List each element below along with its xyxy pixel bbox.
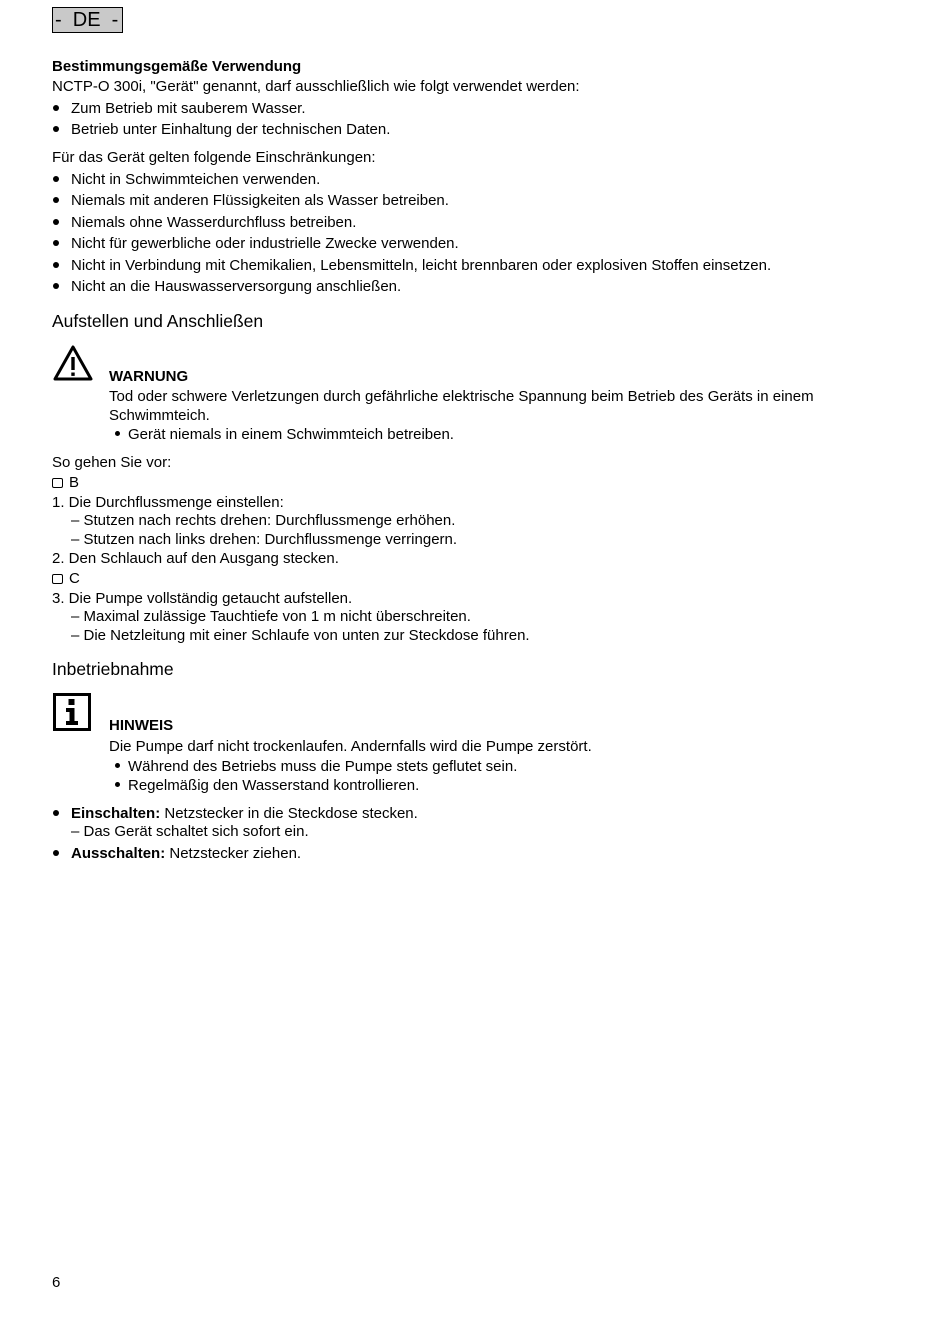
info-icon bbox=[53, 693, 91, 731]
bullet bbox=[53, 176, 59, 182]
step-3-sub: – Maximal zulässige Tauchtiefe von 1 m nicht überschreiten. bbox=[71, 608, 471, 625]
figure-ref-icon bbox=[52, 478, 63, 488]
bullet bbox=[53, 105, 59, 111]
note-bullet: Während des Betriebs muss die Pumpe stets geflutet sein. bbox=[128, 758, 518, 775]
warning-text: Schwimmteich. bbox=[109, 407, 210, 424]
bullet bbox=[53, 197, 59, 203]
step-3: 3. Die Pumpe vollständig getaucht aufstellen. bbox=[52, 590, 353, 607]
bullet bbox=[115, 782, 120, 787]
howto-intro: So gehen Sie vor: bbox=[52, 454, 172, 471]
intended-use-title: Bestimmungsgemäße Verwendung bbox=[52, 58, 302, 75]
bullet bbox=[53, 262, 59, 268]
note-label: HINWEIS bbox=[109, 717, 174, 734]
figure-ref-c: C bbox=[52, 569, 80, 588]
bullet bbox=[53, 810, 59, 816]
step-3-sub: – Die Netzleitung mit einer Schlaufe von unten zur Steckdose führen. bbox=[71, 627, 530, 644]
commissioning-heading: Inbetriebnahme bbox=[52, 659, 174, 679]
list-item: Nicht in Schwimmteichen verwenden. bbox=[71, 171, 321, 188]
page-number: 6 bbox=[52, 1274, 61, 1291]
bullet bbox=[115, 763, 120, 768]
figure-ref-b: B bbox=[52, 473, 79, 492]
list-item: Nicht in Verbindung mit Chemikalien, Lebensmitteln, leicht brennbaren oder explosiven Stoffen einsetzen. bbox=[71, 257, 772, 274]
list-item: Betrieb unter Einhaltung der technischen Daten. bbox=[71, 121, 391, 138]
list-item: Nicht für gewerbliche oder industrielle Zwecke verwenden. bbox=[71, 235, 459, 252]
note-text: Die Pumpe darf nicht trockenlaufen. Andernfalls wird die Pumpe zerstört. bbox=[109, 738, 592, 755]
bullet bbox=[115, 431, 120, 436]
list-item: Niemals mit anderen Flüssigkeiten als Wasser betreiben. bbox=[71, 192, 449, 209]
warning-text: Tod oder schwere Verletzungen durch gefährliche elektrische Spannung beim Betrieb des Geräts in einem bbox=[109, 388, 814, 405]
bullet bbox=[53, 240, 59, 246]
switch-on-item: Einschalten: Netzstecker in die Steckdose stecken. bbox=[71, 805, 418, 822]
list-item: Niemals ohne Wasserdurchfluss betreiben. bbox=[71, 214, 357, 231]
restrictions-intro: Für das Gerät gelten folgende Einschränkungen: bbox=[52, 149, 376, 166]
warning-icon bbox=[52, 344, 94, 382]
note-bullet: Regelmäßig den Wasserstand kontrollieren. bbox=[128, 777, 420, 794]
step-2: 2. Den Schlauch auf den Ausgang stecken. bbox=[52, 550, 339, 567]
warning-bullet: Gerät niemals in einem Schwimmteich betreiben. bbox=[128, 426, 454, 443]
warning-label: WARNUNG bbox=[109, 368, 189, 385]
bullet bbox=[53, 283, 59, 289]
setup-heading: Aufstellen und Anschließen bbox=[52, 311, 264, 331]
list-item: Nicht an die Hauswasserversorgung anschließen. bbox=[71, 278, 402, 295]
bullet bbox=[53, 219, 59, 225]
bullet bbox=[53, 850, 59, 856]
step-1: 1. Die Durchflussmenge einstellen: bbox=[52, 494, 284, 511]
list-item: Zum Betrieb mit sauberem Wasser. bbox=[71, 100, 306, 117]
switch-on-sub: – Das Gerät schaltet sich sofort ein. bbox=[71, 823, 309, 840]
language-tag: - DE - bbox=[52, 7, 123, 33]
intended-use-intro: NCTP-O 300i, "Gerät" genannt, darf ausschließlich wie folgt verwendet werden: bbox=[52, 78, 580, 95]
step-1-sub: – Stutzen nach rechts drehen: Durchflussmenge erhöhen. bbox=[71, 512, 456, 529]
step-1-sub: – Stutzen nach links drehen: Durchflussmenge verringern. bbox=[71, 531, 458, 548]
bullet bbox=[53, 126, 59, 132]
switch-off-item: Ausschalten: Netzstecker ziehen. bbox=[71, 845, 302, 862]
figure-ref-icon bbox=[52, 574, 63, 584]
